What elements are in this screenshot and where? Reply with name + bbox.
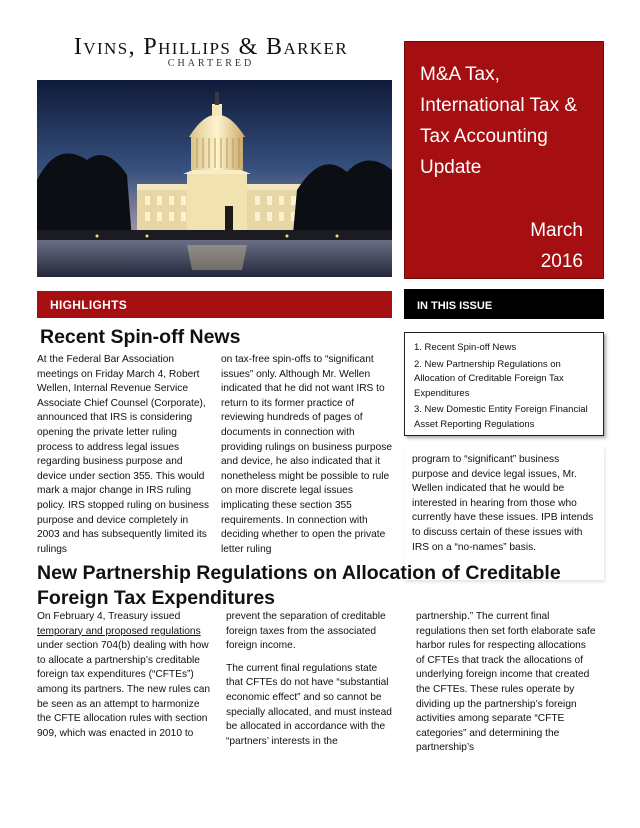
paragraph: prevent the separation of creditable foreign taxes from the associated foreign income. bbox=[226, 611, 386, 652]
text: under section 704(b) dealing with how to allocate a partnership’s creditable foreign tax expenditures (“CFTEs”) among its partners. The new rules can be seen as an attempt to harmonize the CFTE allocation rules with section 909, which was enacted in 2010 to bbox=[37, 640, 211, 739]
article1-column2: on tax-free spin-offs to “significant issues” only. Although Mr. Wellen indicated that he did not want IRS to return to its former practice of reviewing hundreds of pages of documents in connection with providing rulings on business purpose and device, he also indicated that it nonetheless might be possible to rule on more discrete legal issues implicating these section 355 requirements. In connection with deciding whether to open the private letter ruling bbox=[221, 354, 393, 555]
firm-name: Ivins, Phillips & Barker bbox=[73, 34, 349, 60]
in-this-issue-label: IN THIS ISSUE bbox=[404, 289, 604, 319]
issue-item[interactable]: 2. New Partnership Regulations on Allocation of Creditable Foreign Tax Expenditures bbox=[414, 358, 564, 399]
text: On February 4, Treasury issued bbox=[37, 611, 181, 622]
capitol-photo bbox=[37, 80, 392, 277]
issue-item[interactable]: 1. Recent Spin-off News bbox=[414, 342, 517, 353]
paragraph: The current final regulations state that CFTEs do not have “substantial economic effect” and so cannot be specially allocated, and must instead be allocated in accordance with the “partners’ interests in the bbox=[226, 662, 392, 747]
regulations-link[interactable]: temporary and proposed regulations bbox=[37, 625, 201, 637]
in-this-issue-list bbox=[404, 332, 604, 436]
issue-month: March bbox=[530, 220, 583, 241]
article2-column1 bbox=[37, 610, 213, 741]
newsletter-title: M&A Tax, International Tax & Tax Accounting Update bbox=[420, 64, 578, 178]
highlights-label: HIGHLIGHTS bbox=[37, 291, 392, 318]
issue-title-box bbox=[404, 41, 604, 279]
issue-item[interactable]: 3. New Domestic Entity Foreign Financial Asset Reporting Regulations bbox=[414, 404, 588, 430]
issue-year: 2016 bbox=[540, 251, 583, 272]
article1-column1: At the Federal Bar Association meetings on Friday March 4, Robert Wellen, Internal Revenue Service Associate Chief Counsel (Corporate), announced that IRS is considering opening the private letter ruling process to address legal issues regarding business purpose and device under section 355. This would mark a major change in IRS ruling policy. IRS stopped ruling on business purpose and device completely in 2003 and has subsequently limited its rulings bbox=[37, 354, 209, 555]
article1-heading: Recent Spin-off News bbox=[40, 326, 241, 348]
firm-subtitle: CHARTERED bbox=[167, 58, 255, 69]
issue-date bbox=[530, 215, 583, 277]
article2-heading: New Partnership Regulations on Allocation of Creditable Foreign Tax Expenditures bbox=[37, 562, 561, 609]
article2-column2 bbox=[226, 610, 396, 749]
article1-column3: program to “significant” business purpose and device legal issues, Mr. Wellen indicated that he would be interested in hearing from those who currently have these issues. IPB intends to discuss certain of these issues with IRS on a “no-names” basis. bbox=[412, 454, 594, 553]
article2-column3: partnership.” The current final regulations then set forth elaborate safe harbor rules for respecting allocations of CFTEs that track the allocations of underlying foreign income that created the CFTEs. These rules operate by dividing up the partnership’s foreign activities among separate “CFTE categories” and determining the partnership’s bbox=[416, 611, 596, 754]
